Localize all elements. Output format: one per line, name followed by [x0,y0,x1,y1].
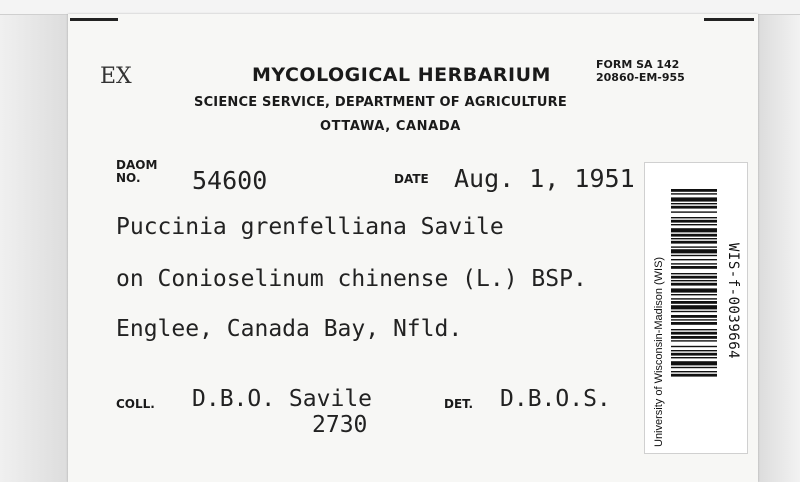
barcode-stripe [671,266,717,269]
institution-name: University of Wisconsin-Madison (WIS) [653,256,665,447]
collector-label: COLL. [116,397,155,411]
barcode-stripe [671,224,717,225]
barcode-stripe [671,234,717,237]
barcode-number: WIS-f-0039664 [725,243,741,360]
barcode-stripe [671,315,717,318]
barcode-stripe [671,283,717,286]
herbarium-title: MYCOLOGICAL HERBARIUM [252,64,551,86]
city-line: OTTAWA, CANADA [320,119,461,134]
barcode-stripe [671,276,717,279]
host-plant: on Conioselinum chinense (L.) BSP. [116,266,587,292]
date-value: Aug. 1, 1951 [454,164,635,193]
barcode-stripe [671,206,717,209]
form-number-line-1: FORM SA 142 [596,58,680,71]
determiner-name: D.B.O.S. [500,386,611,412]
barcode-stripe [671,255,717,256]
barcode-stripe [671,220,717,223]
barcode-stripe [671,238,717,239]
form-number [596,58,685,84]
barcode-stripe [671,241,717,244]
barcode-stripe [671,246,717,247]
barcode-stripe [671,197,717,201]
barcode-stripe [671,211,717,212]
form-number-line-2: 20860-EM-955 [596,71,685,84]
barcode-stripe [671,322,717,325]
envelope-top-edge [0,0,800,15]
barcode-stripe [671,350,717,351]
barcode-stripe [671,249,717,253]
envelope-left-flap [0,0,70,482]
barcode-stripe [671,305,717,309]
barcode-stripe [671,259,717,260]
barcode-stripe [671,340,717,341]
barcode-stripe [671,298,717,299]
right-crop-mark [704,18,754,21]
department-subtitle: SCIENCE SERVICE, DEPARTMENT OF AGRICULTURE [194,95,567,110]
barcode-stripe [671,374,717,377]
ex-mark: EX [100,64,132,89]
barcode-stripe [671,346,717,347]
daom-label-line-1: DAOM [116,158,158,172]
barcode-stripe [671,329,717,330]
barcode-stripe [671,263,717,264]
barcode-stripe [671,273,717,274]
daom-label-line-2: NO. [116,171,141,185]
collector-name: D.B.O. Savile [192,386,373,412]
barcode-stripe [671,280,717,281]
barcode-stripe [671,228,717,232]
barcode-stripe [671,367,717,368]
barcode-stripe [671,353,717,356]
daom-label [116,159,157,185]
barcode-stripe [671,217,717,218]
locality: Englee, Canada Bay, Nfld. [116,316,463,342]
left-crop-mark [70,18,118,21]
barcode-stripe [671,189,717,192]
barcode-stripe [671,319,717,320]
barcode-stripe [671,311,717,312]
species-name: Puccinia grenfelliana Savile [116,214,504,240]
barcode-stripe [671,336,717,339]
barcode-stripe [671,301,717,304]
barcode-stripe [671,288,717,292]
barcode-stripe [671,361,717,365]
daom-number: 54600 [192,166,268,195]
barcode-stripe [671,193,717,194]
barcode-stripe [671,203,717,204]
barcode-stripe [671,357,717,358]
barcode-sticker [644,162,748,454]
barcode-stripe [671,332,717,335]
determiner-label: DET. [444,397,474,411]
barcode-stripe [671,371,717,372]
barcode-stripe [671,294,717,295]
collection-number: 2730 [312,412,368,438]
date-label: DATE [394,172,429,186]
barcode-icon [671,189,717,441]
